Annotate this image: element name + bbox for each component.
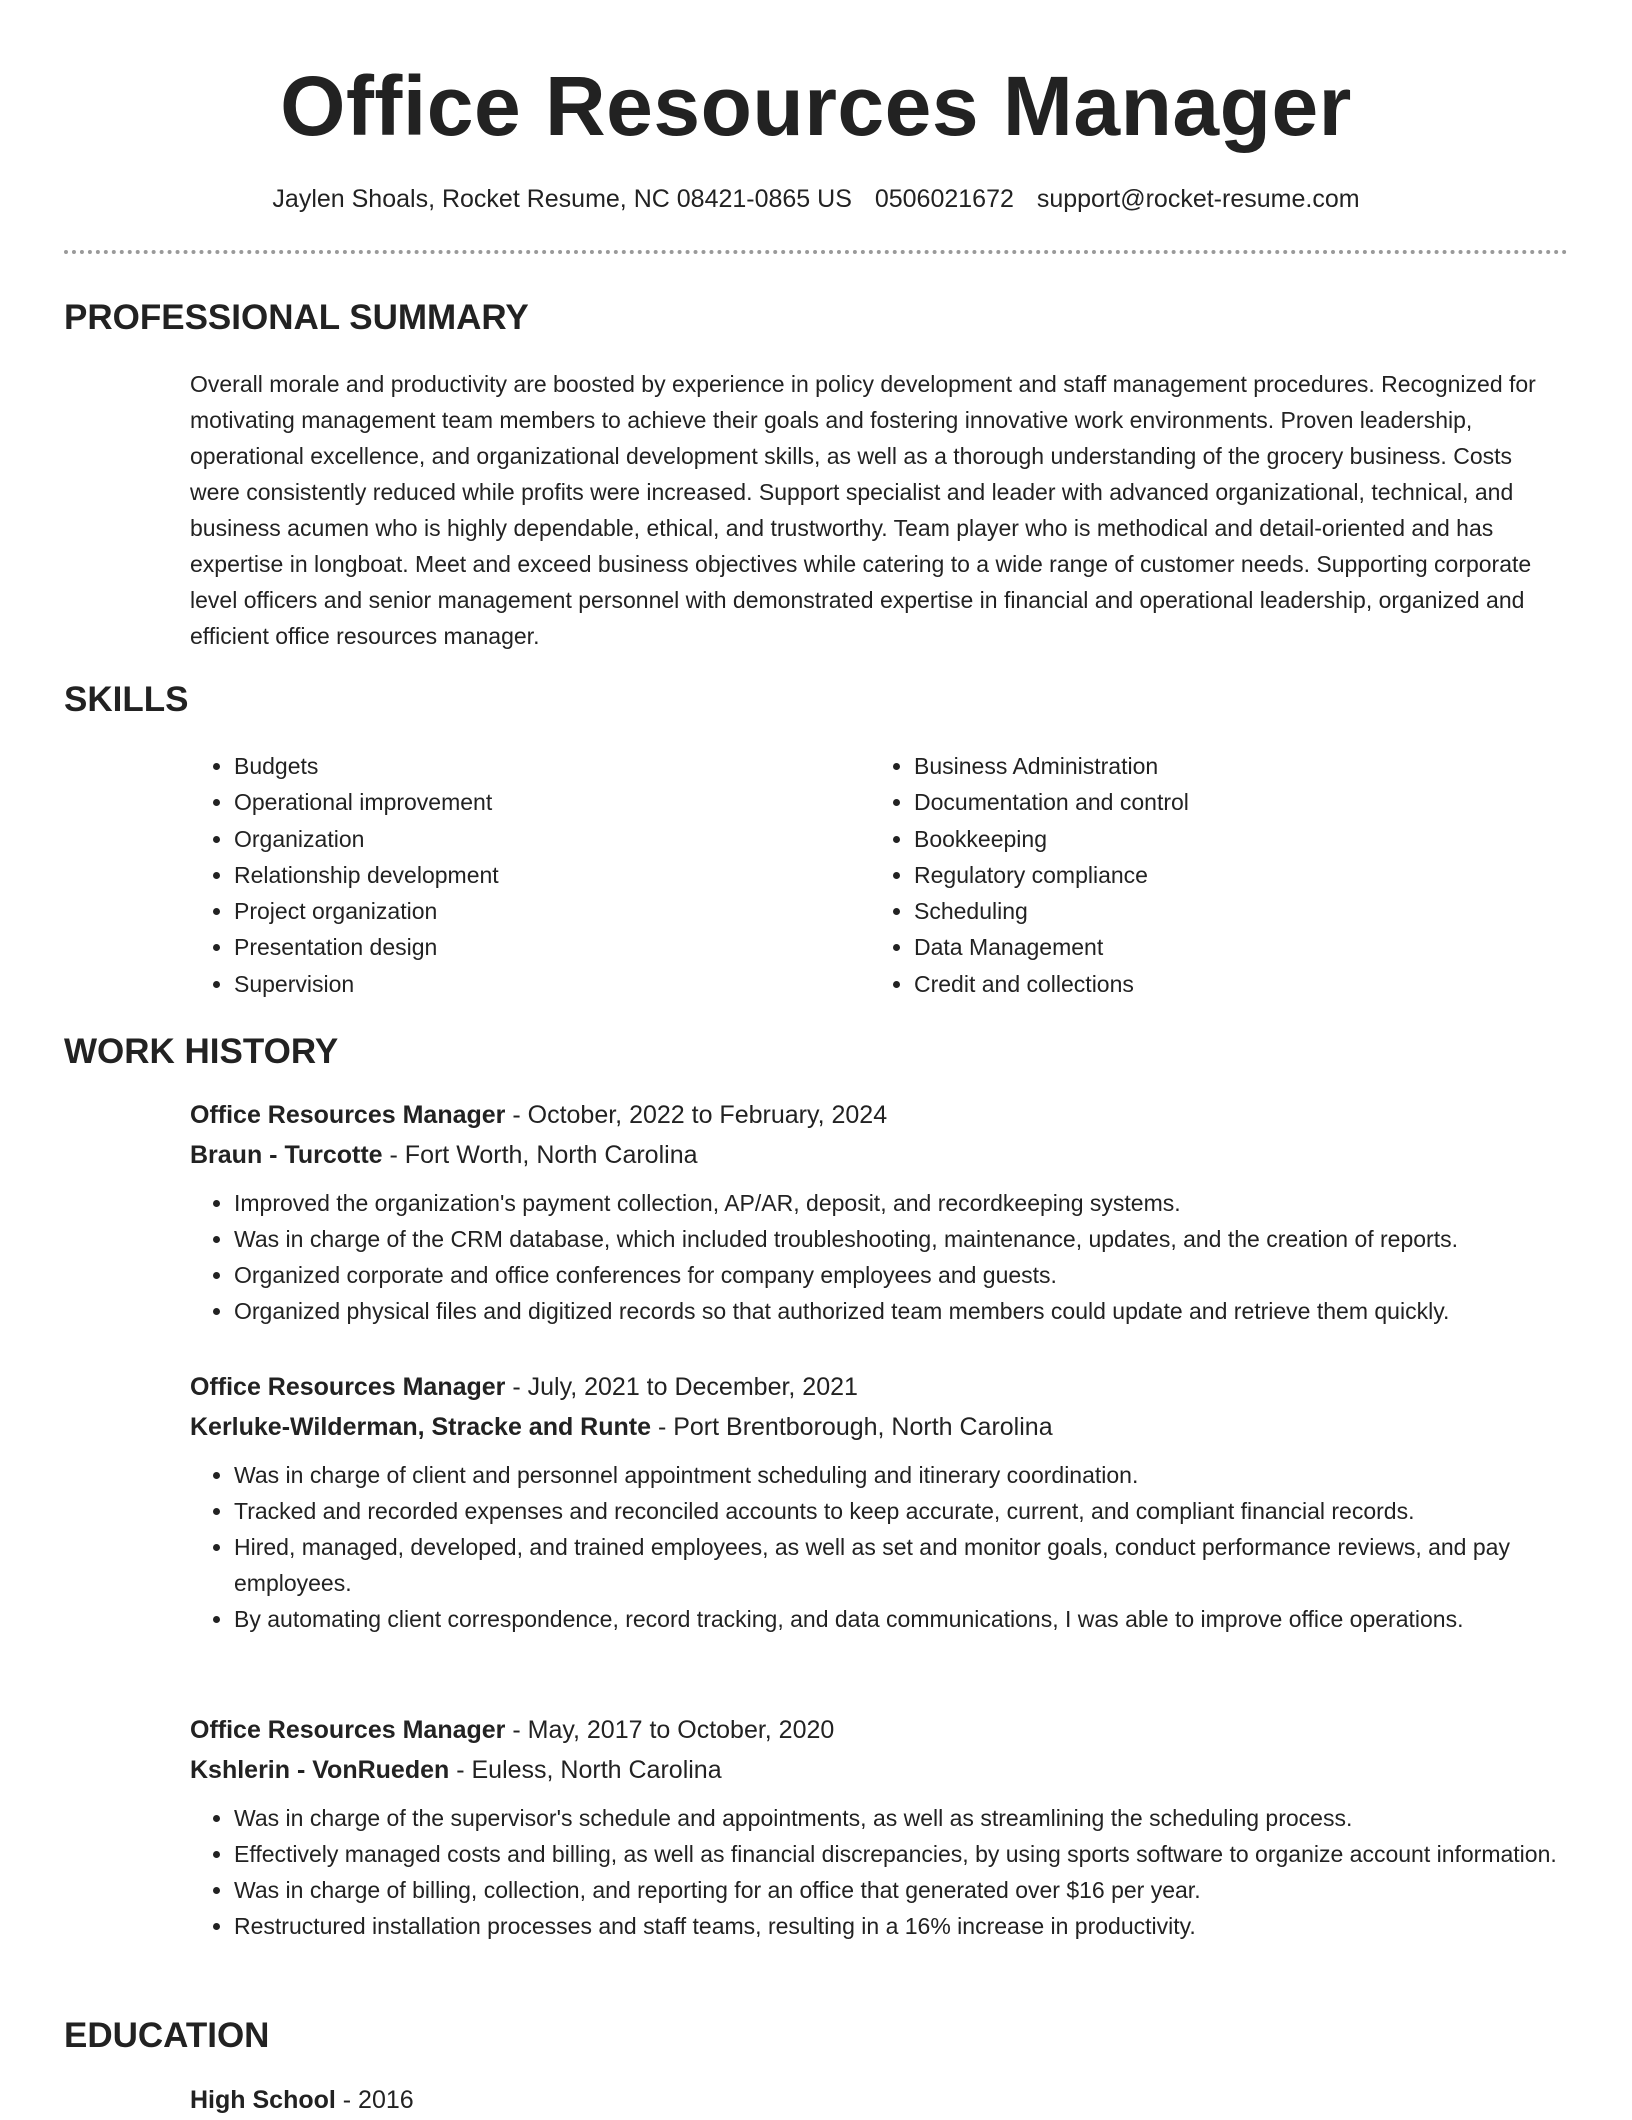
job-entry	[190, 1710, 1568, 1944]
duty-item: • Effectively managed costs and billing, as well as financial discrepancies, by using sports software to organize account information.	[234, 1836, 1568, 1872]
duty-item: • Improved the organization's payment collection, AP/AR, deposit, and recordkeeping systems.	[234, 1185, 1568, 1221]
job-title-line	[190, 1095, 1568, 1135]
skills-list-right	[870, 748, 1594, 1002]
skill-item: • Credit and collections	[914, 966, 1594, 1002]
contact-address: Jaylen Shoals, Rocket Resume, NC 08421-0865 US	[272, 185, 852, 213]
job-entry	[190, 1367, 1568, 1637]
education-entry	[190, 2080, 414, 2120]
job-duties	[190, 1457, 1568, 1637]
job-title-line	[190, 1367, 1568, 1407]
education-year: - 2016	[335, 2086, 414, 2114]
job-company: Braun - Turcotte	[190, 1141, 383, 1169]
skill-item: • Regulatory compliance	[914, 857, 1594, 893]
job-title: Office Resources Manager	[190, 1716, 506, 1744]
job-title-line	[190, 1710, 1568, 1750]
work-history-heading: WORK HISTORY	[64, 1032, 339, 1071]
job-location: - Fort Worth, North Carolina	[382, 1141, 698, 1169]
summary-heading: PROFESSIONAL SUMMARY	[64, 298, 529, 337]
job-location: - Euless, North Carolina	[449, 1756, 722, 1784]
job-duties	[190, 1800, 1568, 1944]
education-degree: High School	[190, 2086, 336, 2114]
job-company: Kerluke-Wilderman, Stracke and Runte	[190, 1413, 652, 1441]
contact-email: support@rocket-resume.com	[1036, 185, 1360, 213]
job-location: - Port Brentborough, North Carolina	[651, 1413, 1053, 1441]
job-company: Kshlerin - VonRueden	[190, 1756, 450, 1784]
job-company-line	[190, 1750, 1568, 1790]
job-dates: - July, 2021 to December, 2021	[505, 1373, 858, 1401]
skill-item: • Relationship development	[234, 857, 854, 893]
skill-item: • Documentation and control	[914, 784, 1594, 820]
duty-item: • By automating client correspondence, record tracking, and data communications, I was able to improve office operations.	[234, 1601, 1568, 1637]
skill-item: • Business Administration	[914, 748, 1594, 784]
duty-item: • Was in charge of the supervisor's schedule and appointments, as well as streamlining the scheduling process.	[234, 1800, 1568, 1836]
job-title: Office Resources Manager	[190, 1373, 506, 1401]
skill-item: • Project organization	[234, 893, 854, 929]
skill-item: • Scheduling	[914, 893, 1594, 929]
duty-item: • Organized physical files and digitized records so that authorized team members could update and retrieve them quickly.	[234, 1293, 1568, 1329]
job-company-line	[190, 1135, 1568, 1175]
skill-item: • Operational improvement	[234, 784, 854, 820]
job-duties	[190, 1185, 1568, 1329]
job-dates: - May, 2017 to October, 2020	[505, 1716, 835, 1744]
skills-list-left	[190, 748, 854, 1002]
resume-title: Office Resources Manager	[280, 59, 1352, 153]
skills-heading: SKILLS	[64, 680, 189, 719]
skill-item: • Bookkeeping	[914, 821, 1594, 857]
contact-phone: 0506021672	[874, 185, 1014, 213]
duty-item: • Was in charge of client and personnel appointment scheduling and itinerary coordination.	[234, 1457, 1568, 1493]
skill-item: • Presentation design	[234, 929, 854, 965]
header-divider	[64, 250, 1568, 254]
duty-item: • Hired, managed, developed, and trained employees, as well as set and monitor goals, conduct performance reviews, and pay employees.	[234, 1529, 1568, 1601]
education-heading: EDUCATION	[64, 2016, 270, 2055]
duty-item: • Tracked and recorded expenses and reconciled accounts to keep accurate, current, and compliant financial records.	[234, 1493, 1568, 1529]
duty-item: • Organized corporate and office conferences for company employees and guests.	[234, 1257, 1568, 1293]
job-dates: - October, 2022 to February, 2024	[505, 1101, 888, 1129]
skill-item: • Data Management	[914, 929, 1594, 965]
contact-line	[64, 182, 1568, 216]
skill-item: • Budgets	[234, 748, 854, 784]
skill-item: • Organization	[234, 821, 854, 857]
job-title: Office Resources Manager	[190, 1101, 506, 1129]
skill-item: • Supervision	[234, 966, 854, 1002]
job-company-line	[190, 1407, 1568, 1447]
summary-text: Overall morale and productivity are boosted by experience in policy development and staff management procedures. Recognized for motivating management team members to achieve their goals and fostering innovative work environments. Proven leadership, operational excellence, and organizational development skills, as well as a thorough understanding of the grocery business. Costs were consistently reduced while profits were increased. Support specialist and leader with advanced organizational, technical, and business acumen who is highly dependable, ethical, and trustworthy. Team player who is methodical and detail-oriented and has expertise in longboat. Meet and exceed business objectives while catering to a wide range of customer needs. Supporting corporate level officers and senior management personnel with demonstrated expertise in financial and operational leadership, organized and efficient office resources manager.	[190, 371, 1536, 649]
job-entry	[190, 1095, 1568, 1329]
duty-item: • Was in charge of the CRM database, which included troubleshooting, maintenance, updates, and the creation of reports.	[234, 1221, 1568, 1257]
duty-item: • Was in charge of billing, collection, and reporting for an office that generated over $16 per year.	[234, 1872, 1568, 1908]
duty-item: • Restructured installation processes and staff teams, resulting in a 16% increase in productivity.	[234, 1908, 1568, 1944]
